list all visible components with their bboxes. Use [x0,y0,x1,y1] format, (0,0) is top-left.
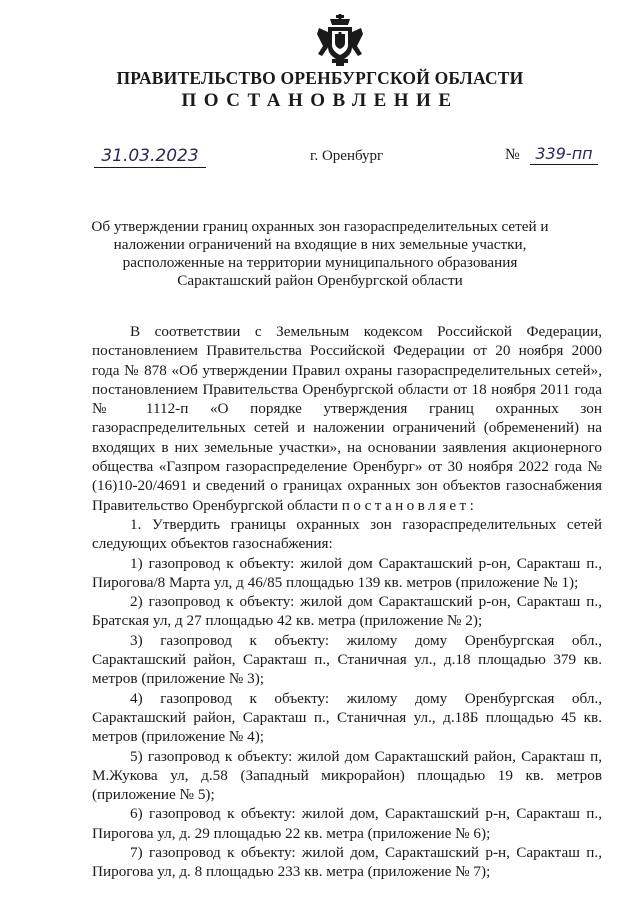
subitem-1: 1) газопровод к объекту: жилой дом Саракташский р-он, Саракташ п., Пирогова/8 Марта ул, д 46/85 площадью 139 кв. метров (приложение № 1); [92,554,602,591]
preamble-text: В соответствии с Земельным кодексом Российской Федерации, постановлением Правительства Российской Федерации от 20 ноября 2000 года № 878 «Об утверждении Правил охраны газораспределительных сетей», постановлением Правительства Оренбургской области от 18 ноября 2011 года № 1112-п «О порядке утверждения границ охранных зон газораспределительных сетей и наложении ограничений (обременений) на входящих в них земельные участки», на основании заявления акционерного общества «Газпром газораспределение Оренбург» от 30 ноября 2022 года № (16)10-20/4691 и сведений о границах охранных зон объектов газоснабжения Правительство Оренбургской области [92,323,602,514]
document-body [92,322,602,882]
document-date: 31.03.2023 [94,146,206,168]
subitem-6: 6) газопровод к объекту: жилой дом, Саракташский р-н, Саракташ п., Пирогова ул, д. 29 площадью 22 кв. метра (приложение № 6); [92,805,602,842]
subitem-3: 3) газопровод к объекту: жилому дому Оренбургская обл., Саракташский район, Саракташ п., Станичная ул., д.18 площадью 379 кв. метров (приложение № 3); [92,631,602,688]
organization-title: ПРАВИТЕЛЬСТВО ОРЕНБУРГСКОЙ ОБЛАСТИ [116,68,524,88]
item-1: 1. Утвердить границы охранных зон газораспределительных сетей следующих объектов газоснабжения: [92,515,602,553]
coat-of-arms-icon [317,14,363,66]
document-city: г. Оренбург [310,148,384,164]
document-number: 339-пп [530,144,598,165]
preamble-paragraph [92,322,602,515]
document-subject: Об утверждении границ охранных зон газораспределительных сетей и наложении ограничений на входящие в них земельные участки, расположенные на территории муниципального образования Саракташский район Оренбургской области [91,218,549,289]
subitem-7: 7) газопровод к объекту: жилой дом, Саракташский р-н, Саракташ п., Пирогова ул, д. 8 площадью 233 кв. метра (приложение № 7); [92,844,602,881]
decree-word: постановляет: [341,496,478,514]
subitem-4: 4) газопровод к объекту: жилому дому Оренбургская обл., Саракташский район, Саракташ п., Станичная ул., д.18Б площадью 45 кв. метров (приложение № 4); [92,689,602,746]
document-type-heading: ПОСТАНОВЛЕНИЕ [181,90,459,111]
document-number-label: № [505,146,520,163]
subitem-2: 2) газопровод к объекту: жилой дом Саракташский р-он, Саракташ п., Братская ул, д 27 площадью 42 кв. метра (приложение № 2); [92,593,602,630]
subitem-5: 5) газопровод к объекту: жилой дом Саракташский район, Саракташ п, М.Жукова ул, д.58 (Западный микрорайон) площадью 19 кв. метров (приложение № 5); [92,747,602,804]
